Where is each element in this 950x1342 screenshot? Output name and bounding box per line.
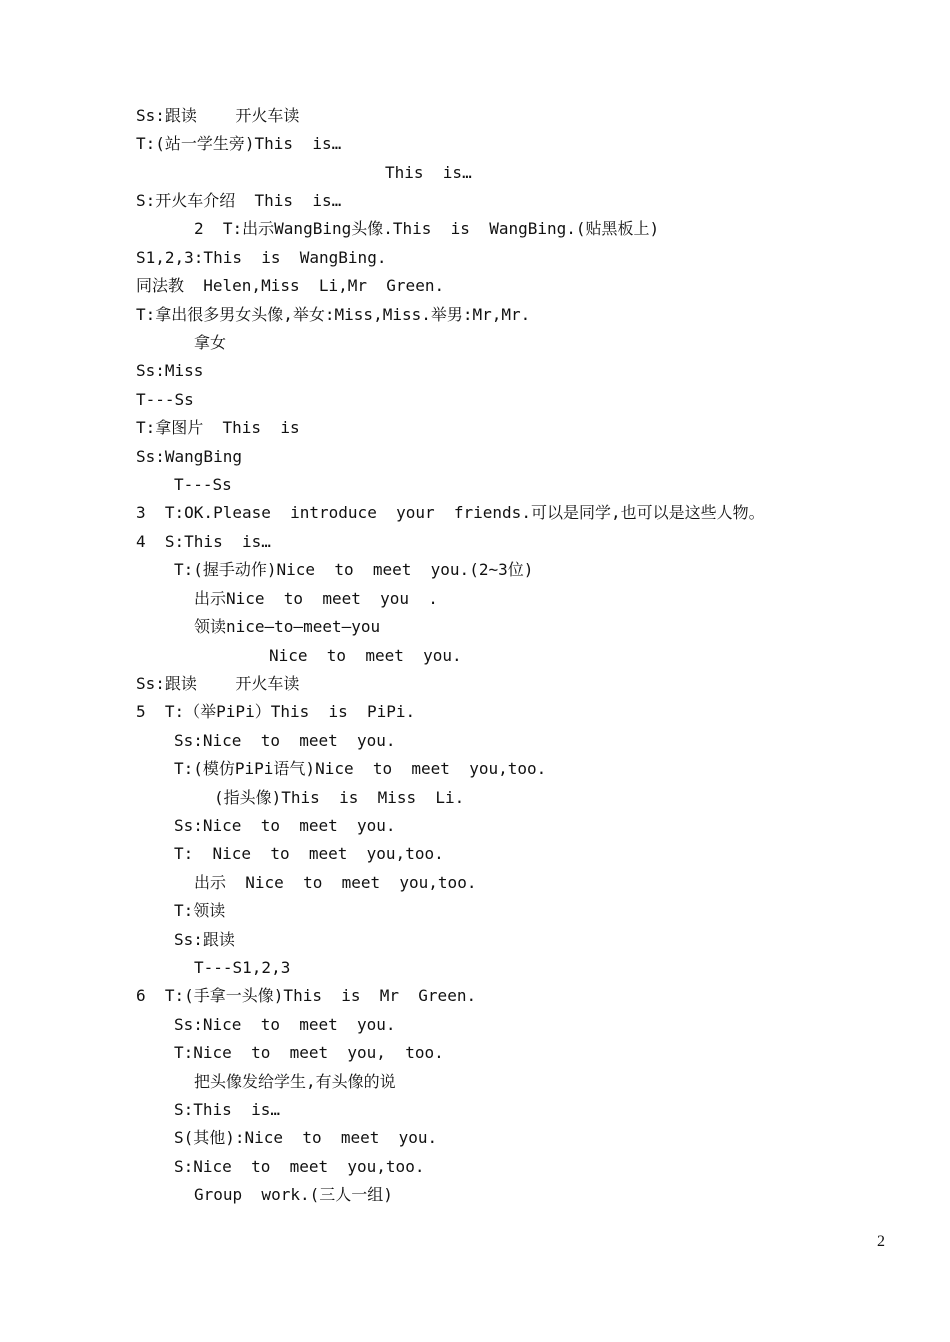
text-line: T:拿图片 This is [136, 418, 300, 437]
text-line: T---Ss [174, 475, 232, 494]
text-line: S1,2,3:This is WangBing. [136, 248, 387, 267]
text-line: 领读nice—to—meet—you [194, 617, 381, 636]
text-line: 出示Nice to meet you . [194, 589, 438, 608]
text-line: Ss:Nice to meet you. [174, 1015, 396, 1034]
text-line: 4 S:This is… [136, 532, 271, 551]
text-line: Ss:跟读 开火车读 [136, 106, 300, 125]
page-number: 2 [877, 1233, 885, 1250]
text-line: S(其他):Nice to meet you. [174, 1128, 438, 1147]
text-line: T:领读 [174, 901, 226, 920]
text-line: 拿女 [194, 333, 227, 352]
text-line: Ss:WangBing [136, 447, 242, 466]
text-line: T:(模仿PiPi语气)Nice to meet you,too. [174, 759, 547, 778]
text-line: (指头像)This is Miss Li. [214, 788, 465, 807]
text-line: S:This is… [174, 1100, 280, 1119]
text-line: 2 T:出示WangBing头像.This is WangBing.(贴黑板上) [194, 219, 660, 238]
text-line: Ss:Nice to meet you. [174, 731, 396, 750]
text-line: 5 T:（举PiPi）This is PiPi. [136, 702, 416, 721]
text-line: 6 T:(手拿一头像)This is Mr Green. [136, 986, 477, 1005]
text-line: T---S1,2,3 [194, 958, 291, 977]
text-line: 把头像发给学生,有头像的说 [194, 1072, 396, 1091]
text-line: Ss:Miss [136, 361, 204, 380]
text-line: S:Nice to meet you,too. [174, 1157, 425, 1176]
text-line: T:Nice to meet you, too. [174, 1043, 444, 1062]
text-line: 3 T:OK.Please introduce your friends.可以是同学,也可以是这些人物。 [136, 503, 765, 522]
text-line: T:拿出很多男女头像,举女:Miss,Miss.举男:Mr,Mr. [136, 305, 531, 324]
text-line: T---Ss [136, 390, 194, 409]
text-line: S:开火车介绍 This is… [136, 191, 342, 210]
text-line: T:(握手动作)Nice to meet you.(2~3位) [174, 560, 534, 579]
text-line: 同法教 Helen,Miss Li,Mr Green. [136, 276, 445, 295]
text-line: T: Nice to meet you,too. [174, 844, 444, 863]
text-line: Group work.(三人一组) [194, 1185, 393, 1204]
text-line: Ss:跟读 开火车读 [136, 674, 300, 693]
text-line: Ss:Nice to meet you. [174, 816, 396, 835]
text-line: This is… [385, 163, 472, 182]
text-line: T:(站一学生旁)This is… [136, 134, 342, 153]
text-line: Nice to meet you. [269, 646, 462, 665]
text-line: Ss:跟读 [174, 930, 235, 949]
text-line: 出示 Nice to meet you,too. [194, 873, 477, 892]
